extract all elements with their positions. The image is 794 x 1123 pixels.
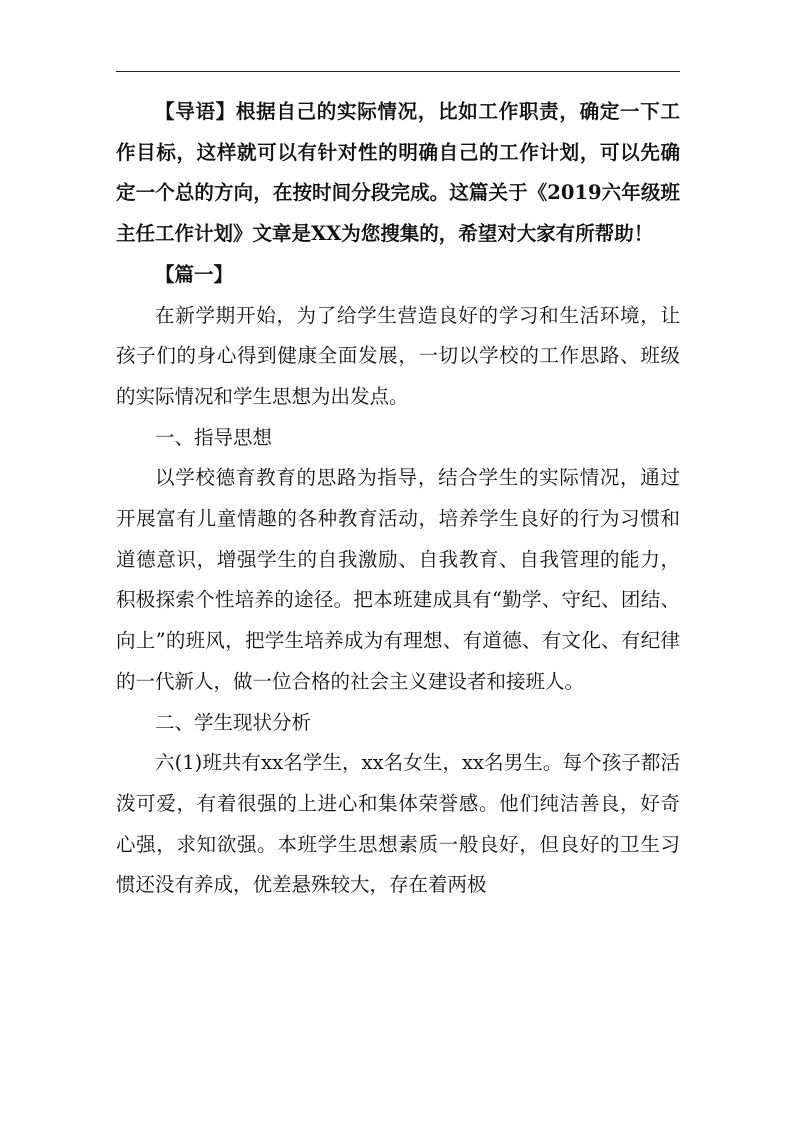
header-rule <box>116 71 680 72</box>
paragraph-1: 在新学期开始，为了给学生营造良好的学习和生活环境，让孩子们的身心得到健康全面发展，一切以学校的工作思路、班级的实际情况和学生思想为出发点。 <box>116 303 680 408</box>
section-2-text: 六(1)班共有xx名学生，xx名女生，xx名男生。每个孩子都活泼可爱，有着很强的上进心和集体荣誉感。他们纯洁善良，好奇心强，求知欲强。本班学生思想素质一般良好，但良好的卫生习惯还没有养成，优差悬殊较大，存在着两极 <box>116 751 680 897</box>
section-1-title: 一、指导思想 <box>155 425 273 449</box>
part-title-text: 【篇一】 <box>155 262 234 286</box>
part-title <box>116 255 680 296</box>
section-1-text: 以学校德育教育的思路为指导，结合学生的实际情况，通过开展富有儿童情趣的各种教育活动，培养学生良好的行为习惯和道德意识，增强学生的自我激励、自我教育、自我管理的能力，积极探索个性培养的途径。把本班建成具有“勤学、守纪、团结、向上”的班风，把学生培养成为有理想、有道德、有文化、有纪律的一代新人，做一位合格的社会主义建设者和接班人。 <box>116 466 680 693</box>
intro-label: 【导语】 <box>155 100 236 123</box>
intro-text: 根据自己的实际情况，比如工作职责，确定一下工作目标，这样就可以有针对性的明确自己的工作计划，可以先确定一个总的方向，在按时间分段完成。这篇关于《2019六年级班主任工作计划》文章是XX为您搜集的，希望对大家有所帮助！ <box>116 100 680 246</box>
document-body <box>116 92 680 906</box>
intro-paragraph <box>116 92 680 255</box>
section-2-title: 二、学生现状分析 <box>155 710 312 734</box>
